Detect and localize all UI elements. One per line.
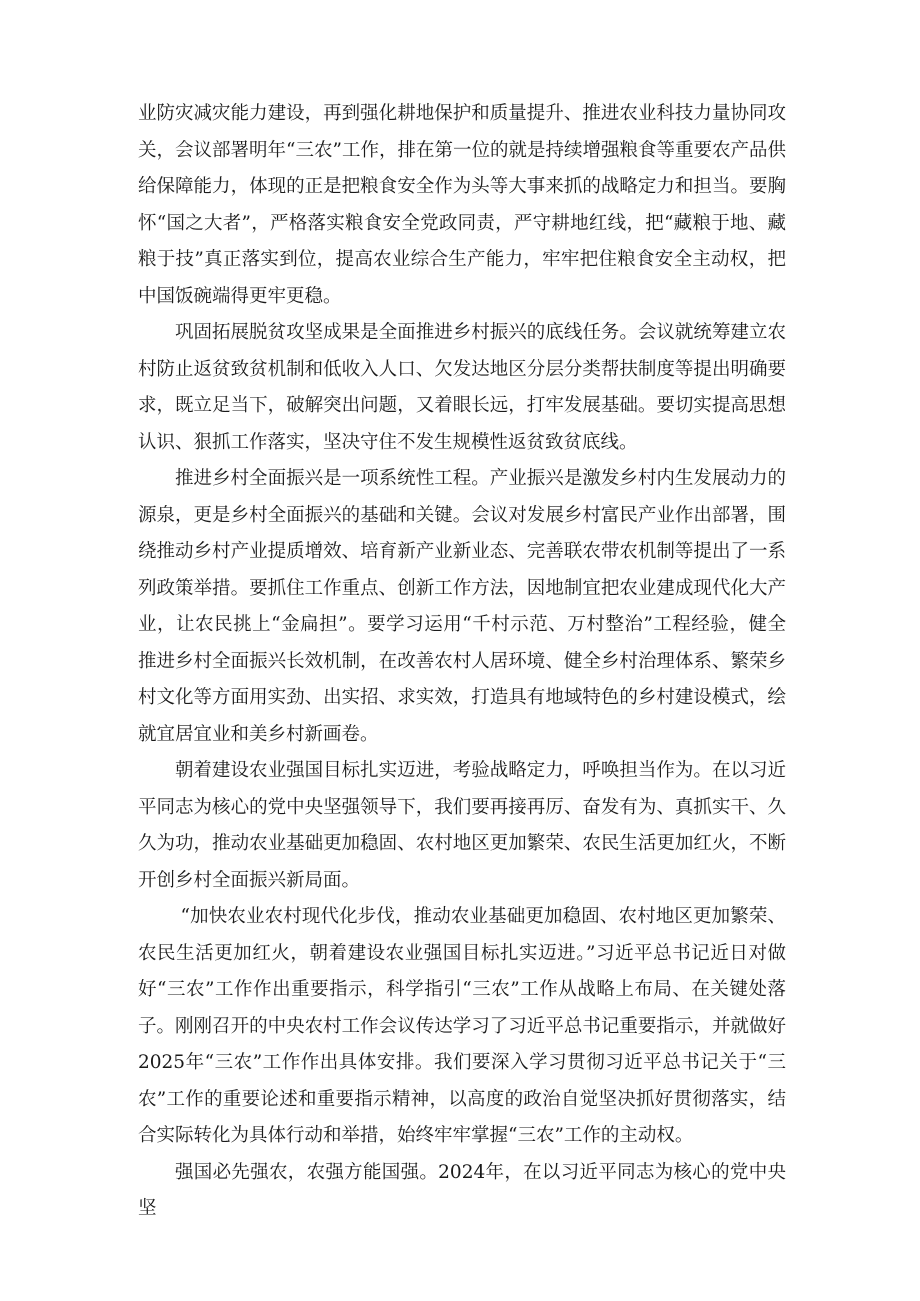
paragraph-agricultural-power: 朝着建设农业强国目标扎实迈进，考验战略定力，呼唤担当作为。在以习近平同志为核心的党中央坚强领导下，我们要再接再厉、奋发有为、真抓实干、久久为功，推动农业基础更加稳固、农村地区更加繁荣、农民生活更加红火，不断开创乡村全面振兴新局面。 — [138, 760, 786, 891]
paragraph-grain-security: 业防灾减灾能力建设，再到强化耕地保护和质量提升、推进农业科技力量协同攻关，会议部署明年“三农”工作，排在第一位的就是持续增强粮食等重要农产品供给保障能力，体现的正是把粮食安全作为头等大事来抓的战略定力和担当。要胸怀“国之大者”，严格落实粮食安全党政同责，严守耕地红线，把“藏粮于地、藏粮于技”真正落实到位，提高农业综合生产能力，牢牢把住粮食安全主动权，把中国饭碗端得更牢更稳。 — [138, 103, 786, 307]
paragraph-rural-revitalization: 推进乡村全面振兴是一项系统性工程。产业振兴是激发乡村内生发展动力的源泉，更是乡村全面振兴的基础和关键。会议对发展乡村富民产业作出部署，围绕推动乡村产业提质增效、培育新产业新业态、完善联农带农机制等提出了一系列政策举措。要抓住工作重点、创新工作方法，因地制宜把农业建成现代化大产业，让农民挑上“金扁担”。要学习运用“千村示范、万村整治”工程经验，健全推进乡村全面振兴长效机制，在改善农村人居环境、健全乡村治理体系、繁荣乡村文化等方面用实劲、出实招、求实效，打造具有地域特色的乡村建设模式，绘就宜居宜业和美乡村新画卷。 — [138, 468, 786, 745]
paragraph-important-instruction: “加快农业农村现代化步伐，推动农业基础更加稳固、农村地区更加繁荣、农民生活更加红火，朝着建设农业强国目标扎实迈进。”习近平总书记近日对做好“三农”工作作出重要指示，科学指引“三农”工作从战略上布局、在关键处落子。刚刚召开的中央农村工作会议传达学习了习近平总书记重要指示，并就做好2025年“三农”工作作出具体安排。我们要深入学习贯彻习近平总书记关于“三农”工作的重要论述和重要指示精神，以高度的政治自觉坚决抓好贯彻落实，结合实际转化为具体行动和举措，始终牢牢掌握“三农”工作的主动权。 — [138, 906, 786, 1146]
paragraph-strong-agriculture: 强国必先强农，农强方能国强。2024年，在以习近平同志为核心的党中央坚 — [138, 1161, 786, 1219]
paragraph-poverty-alleviation: 巩固拓展脱贫攻坚成果是全面推进乡村振兴的底线任务。会议就统筹建立农村防止返贫致贫机制和低收入人口、欠发达地区分层分类帮扶制度等提出明确要求，既立足当下，破解突出问题，又着眼长远，打牢发展基础。要切实提高思想认识、狠抓工作落实，坚决守住不发生规模性返贫致贫底线。 — [138, 322, 786, 453]
article-body — [138, 96, 786, 1228]
